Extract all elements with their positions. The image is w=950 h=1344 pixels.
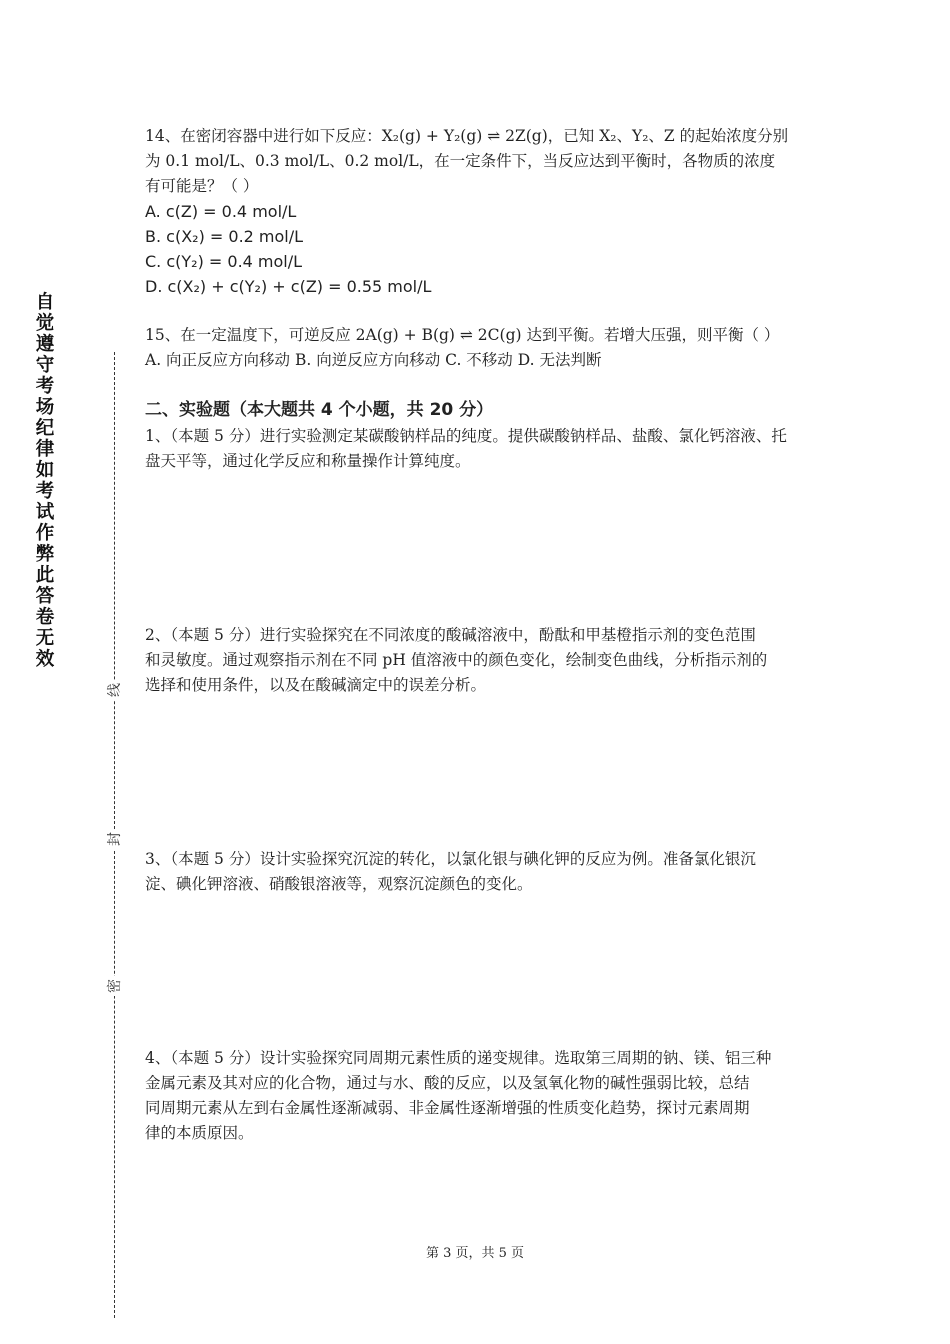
experiment-question-3: [145, 847, 810, 897]
warning-char: 遵: [35, 334, 55, 355]
experiment-question-line: 2、（本题 5 分）进行实验探究在不同浓度的酸碱溶液中，酚酞和甲基橙指示剂的变色范围: [145, 626, 756, 644]
binding-label-secret: 密: [104, 976, 126, 996]
experiment-question-line: 4、（本题 5 分）设计实验探究同周期元素性质的递变规律。选取第三周期的钠、镁、铝三种: [145, 1049, 772, 1067]
warning-char: 纪: [35, 418, 55, 439]
warning-char: 场: [35, 397, 55, 418]
question-14: [145, 124, 810, 299]
experiment-question-line: 同周期元素从左到右金属性逐渐减弱、非金属性逐渐增强的性质变化趋势，探讨元素周期: [145, 1099, 750, 1117]
question-14-option-a: A. c(Z) = 0.4 mol/L: [145, 202, 297, 221]
section-2-title: 二、实验题（本大题共 4 个小题，共 20 分）: [145, 400, 494, 420]
question-15-options: A. 向正反应方向移动 B. 向逆反应方向移动 C. 不移动 D. 无法判断: [145, 351, 602, 369]
warning-char: 作: [35, 523, 55, 544]
question-14-stem-line: 有可能是？（ ）: [145, 177, 259, 195]
experiment-question-line: 金属元素及其对应的化合物，通过与水、酸的反应，以及氢氧化物的碱性强弱比较，总结: [145, 1074, 750, 1092]
warning-char: 考: [35, 376, 55, 397]
warning-char: 无: [35, 628, 55, 649]
question-14-option-b: B. c(X₂) = 0.2 mol/L: [145, 227, 304, 246]
warning-char: 律: [35, 439, 55, 460]
warning-char: 觉: [35, 313, 55, 334]
binding-label-seal: 封: [104, 829, 126, 849]
multiple-choice-section: [145, 124, 810, 373]
warning-char: 试: [35, 502, 55, 523]
experiment-question-line: 3、（本题 5 分）设计实验探究沉淀的转化，以氯化银与碘化钾的反应为例。准备氯化银沉: [145, 850, 756, 868]
question-14-stem-line: 14、在密闭容器中进行如下反应：X₂(g) + Y₂(g) ⇌ 2Z(g)，已知 X₂、Y₂、Z 的起始浓度分别: [145, 127, 789, 145]
warning-char: 弊: [35, 544, 55, 565]
experiment-question-line: 律的本质原因。: [145, 1124, 254, 1142]
exam-discipline-warning: [30, 292, 60, 670]
warning-char: 卷: [35, 607, 55, 628]
experiment-question-line: 选择和使用条件，以及在酸碱滴定中的误差分析。: [145, 676, 487, 694]
question-15-stem: 15、在一定温度下，可逆反应 2A(g) + B(g) ⇌ 2C(g) 达到平衡。若增大压强，则平衡（ ）: [145, 326, 780, 344]
warning-char: 如: [35, 460, 55, 481]
question-14-stem-line: 为 0.1 mol/L、0.3 mol/L、0.2 mol/L，在一定条件下，当反应达到平衡时，各物质的浓度: [145, 152, 776, 170]
warning-char: 自: [35, 292, 55, 313]
warning-char: 守: [35, 355, 55, 376]
experiment-question-line: 和灵敏度。通过观察指示剂在不同 pH 值溶液中的颜色变化，绘制变色曲线，分析指示剂的: [145, 651, 768, 669]
warning-char: 答: [35, 586, 55, 607]
warning-char: 效: [35, 649, 55, 670]
question-15: [145, 323, 810, 373]
experiment-question-4: [145, 1046, 810, 1146]
experiment-question-line: 1、（本题 5 分）进行实验测定某碳酸钠样品的纯度。提供碳酸钠样品、盐酸、氯化钙溶液、托: [145, 427, 787, 445]
warning-char: 考: [35, 481, 55, 502]
binding-label-line: 线: [104, 680, 126, 700]
page-number: 第 3 页，共 5 页: [425, 1246, 525, 1261]
question-14-option-d: D. c(X₂) + c(Y₂) + c(Z) = 0.55 mol/L: [145, 277, 432, 296]
experiment-question-line: 盘天平等，通过化学反应和称量操作计算纯度。: [145, 452, 471, 470]
experiment-question-line: 淀、碘化钾溶液、硝酸银溶液等，观察沉淀颜色的变化。: [145, 875, 533, 893]
experiment-question-2: [145, 623, 810, 698]
warning-char: 此: [35, 565, 55, 586]
question-14-option-c: C. c(Y₂) = 0.4 mol/L: [145, 252, 303, 271]
experiment-question-1: [145, 424, 810, 474]
